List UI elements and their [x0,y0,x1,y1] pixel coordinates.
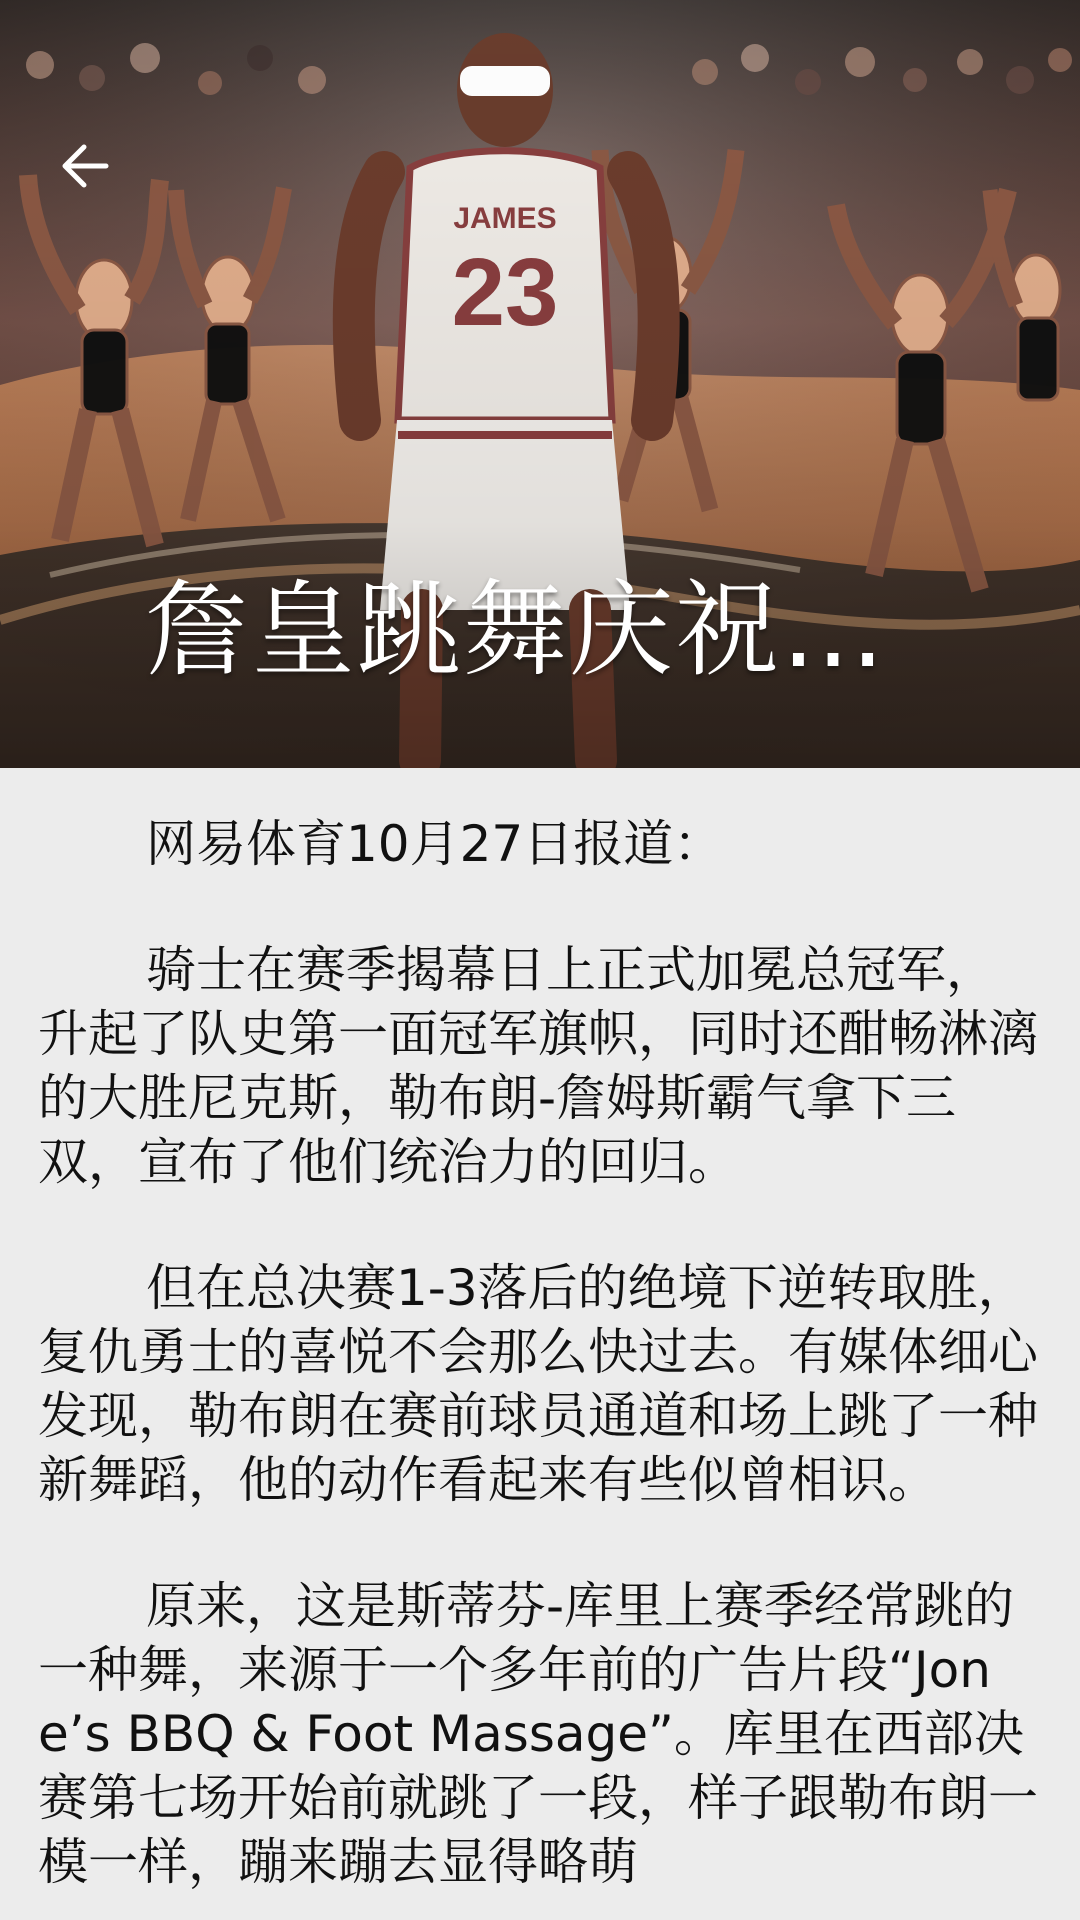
article-paragraph: 但在总决赛1-3落后的绝境下逆转取胜，复仇勇士的喜悦不会那么快过去。有媒体细心发现，勒布朗在赛前球员通道和场上跳了一种新舞蹈，他的动作看起来有些似曾相识。 [38,1259,1038,1509]
article-paragraph: 网易体育10月27日报道： [146,815,724,873]
back-button[interactable] [44,126,124,206]
hero-image [0,0,1080,768]
article-paragraph: 骑士在赛季揭幕日上正式加冕总冠军，升起了队史第一面冠军旗帜，同时还酣畅淋漓的大胜尼克斯，勒布朗-詹姆斯霸气拿下三双，宣布了他们统治力的回归。 [38,941,1038,1191]
article-title: 詹皇跳舞庆祝… [145,569,888,691]
arrow-left-icon [56,138,112,194]
article-paragraph: 原来，这是斯蒂芬-库里上赛季经常跳的一种舞，来源于一个多年前的广告片段“Jone’s BBQ & Foot Massage”。库里在西部决赛第七场开始前就跳了一段，样子跟勒布朗一模一样，蹦来蹦去显得略萌 [38,1577,1038,1891]
article-body [38,812,1042,1920]
